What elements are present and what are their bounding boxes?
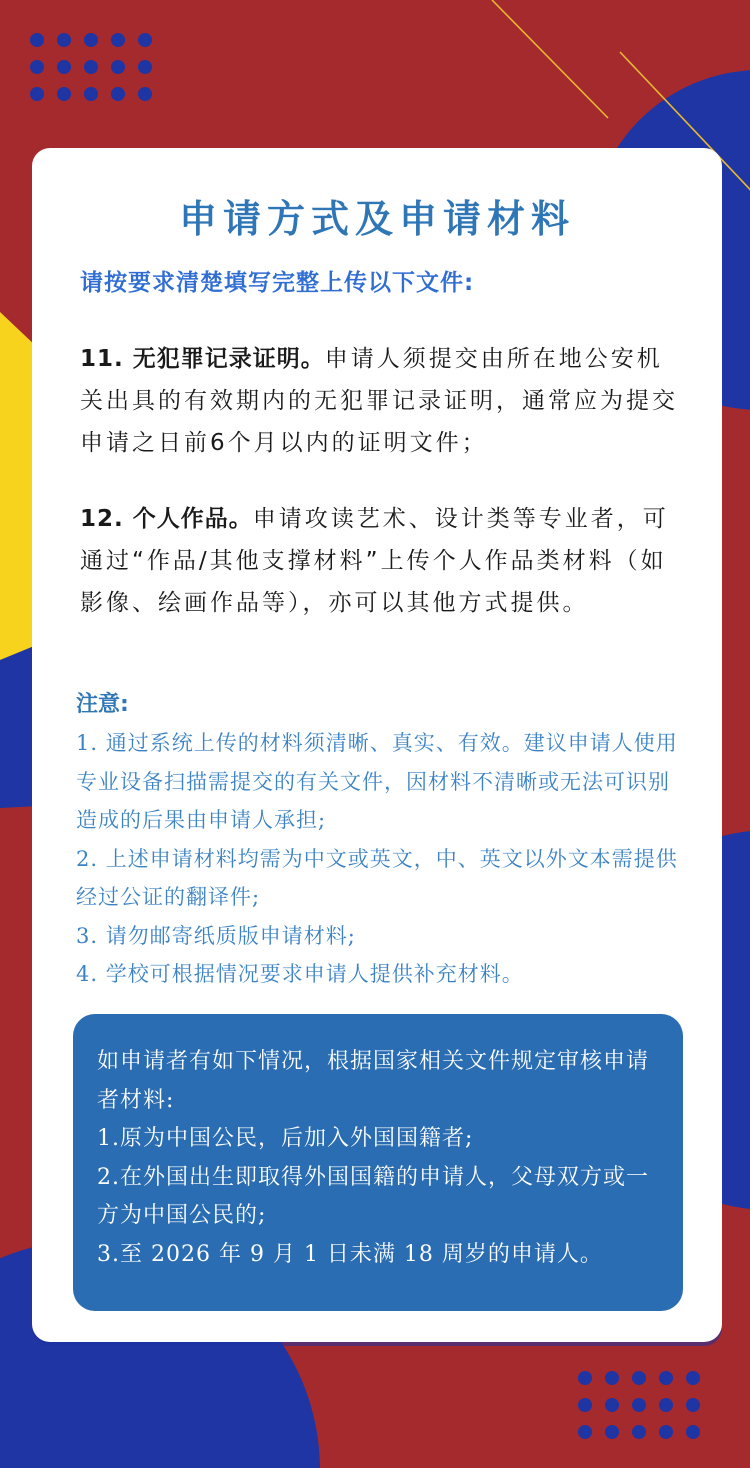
requirement-item-text: 申请人须提交由所在地公安机关出具的有效期内的无犯罪记录证明，通常应为提交申请之日前6个月以内的证明文件；	[80, 346, 678, 456]
requirement-item-11	[80, 338, 678, 464]
notice-box-text	[97, 1043, 667, 1274]
subtitle: 请按要求清楚填写完整上传以下文件:	[80, 270, 475, 296]
note-item: 2. 上述申请材料均需为中文或英文，中、英文以外文本需提供经过公证的翻译件;	[76, 846, 678, 909]
requirement-item-text: 申请攻读艺术、设计类等专业者，可通过“作品/其他支撑材料”上传个人作品类材料（如影像、绘画作品等），亦可以其他方式提供。	[80, 506, 669, 616]
page-title: 申请方式及申请材料	[178, 197, 575, 241]
dot-grid-top-left	[30, 33, 152, 101]
requirement-item-lead: 12. 个人作品。	[80, 506, 253, 532]
notice-intro: 如申请者有如下情况，根据国家相关文件规定审核申请者材料:	[97, 1049, 650, 1113]
note-item: 3. 请勿邮寄纸质版申请材料;	[76, 923, 356, 948]
notes-heading: 注意:	[76, 692, 129, 717]
notice-box	[73, 1014, 683, 1311]
notice-item: 2.在外国出生即取得外国国籍的申请人，父母双方或一方为中国公民的;	[97, 1164, 649, 1228]
note-item: 1. 通过系统上传的材料须清晰、真实、有效。建议申请人使用专业设备扫描需提交的有关文件，因材料不清晰或无法可识别造成的后果由申请人承担;	[76, 731, 678, 832]
notice-item: 1.原为中国公民，后加入外国国籍者;	[97, 1126, 474, 1151]
requirement-item-12	[80, 498, 678, 624]
note-item: 4. 学校可根据情况要求申请人提供补充材料。	[76, 962, 524, 986]
notice-item: 3.至 2026 年 9 月 1 日未满 18 周岁的申请人。	[97, 1241, 603, 1267]
dot-grid-bottom-right	[578, 1371, 700, 1439]
content-card	[32, 148, 722, 1342]
requirement-item-lead: 11. 无犯罪记录证明。	[80, 346, 325, 372]
notes-list	[76, 724, 682, 994]
